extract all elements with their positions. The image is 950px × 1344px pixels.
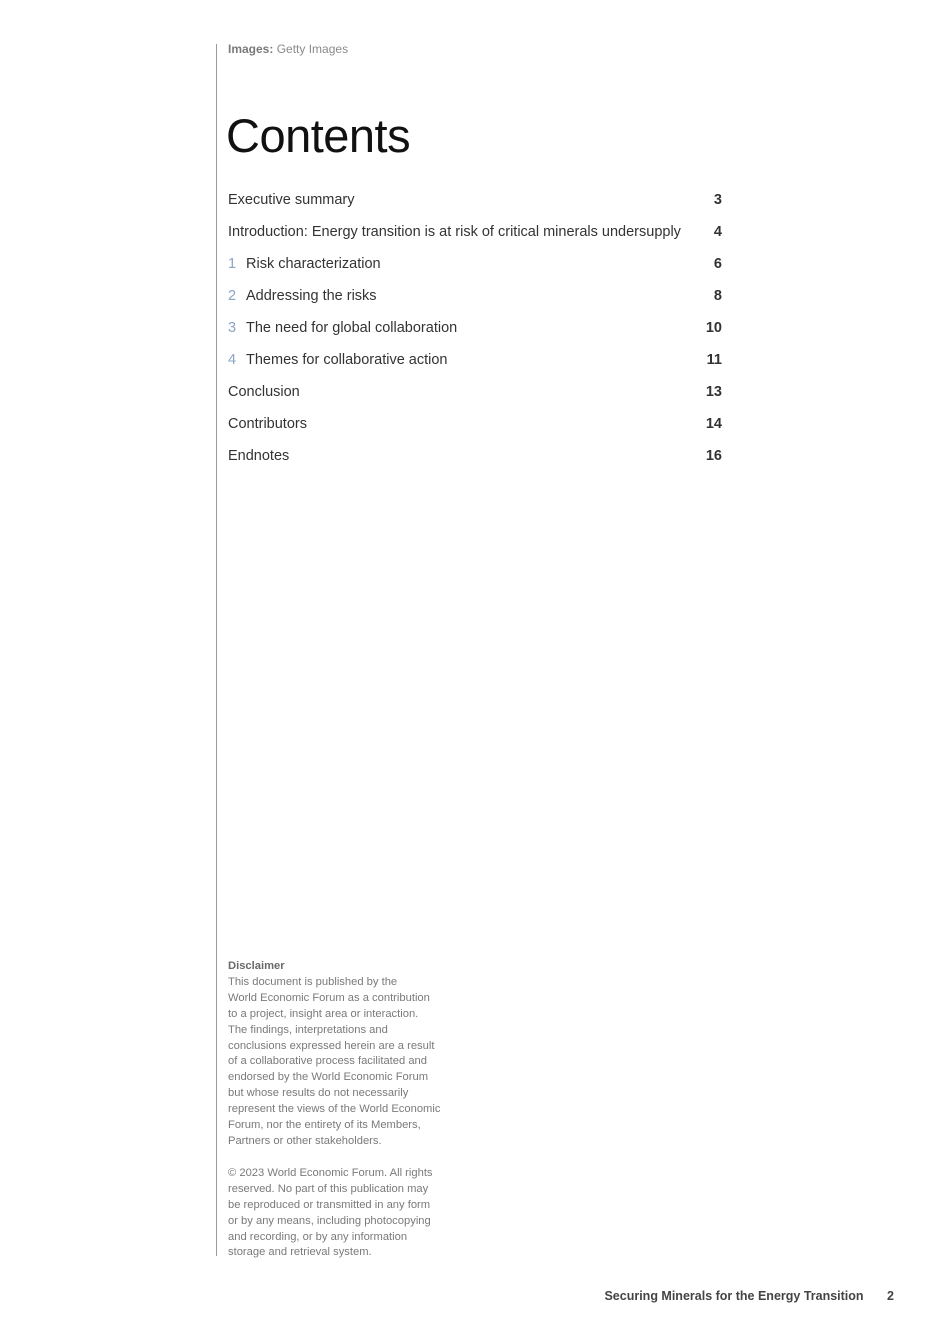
disclaimer-line: Forum, nor the entirety of its Members, xyxy=(228,1119,421,1132)
toc-item-page: 16 xyxy=(705,448,722,464)
toc-item-endnotes[interactable] xyxy=(228,440,722,472)
disclaimer-line: Partners or other stakeholders. xyxy=(228,1134,382,1147)
toc-item-label: Conclusion xyxy=(228,384,300,400)
toc-item-page: 6 xyxy=(713,256,722,272)
toc-item-number: 4 xyxy=(228,352,237,368)
toc-item-number: 1 xyxy=(228,256,237,272)
copyright-notice xyxy=(228,1166,456,1261)
copyright-line: reserved. No part of this publication may xyxy=(228,1182,429,1195)
page-footer xyxy=(604,1289,894,1303)
disclaimer-line: but whose results do not necessarily xyxy=(228,1087,409,1100)
toc-item-label: The need for global collaboration xyxy=(246,320,458,336)
copyright-line: and recording, or by any information xyxy=(228,1230,408,1243)
disclaimer-line: endorsed by the World Economic Forum xyxy=(228,1071,429,1084)
toc-item-page: 10 xyxy=(705,320,722,336)
copyright-line: be reproduced or transmitted in any form xyxy=(228,1198,431,1211)
toc-item-label: Addressing the risks xyxy=(246,288,377,304)
copyright-line: © 2023 World Economic Forum. All rights xyxy=(228,1166,433,1179)
page-title: Contents xyxy=(226,109,411,162)
table-of-contents xyxy=(228,184,722,472)
toc-item-label: Executive summary xyxy=(228,192,355,208)
toc-item-label: Risk characterization xyxy=(246,256,381,272)
toc-item-page: 11 xyxy=(706,352,722,368)
toc-item-risk-characterization[interactable] xyxy=(228,248,722,280)
toc-item-global-collaboration[interactable] xyxy=(228,312,722,344)
disclaimer-line: The findings, interpretations and xyxy=(228,1023,388,1036)
toc-item-label: Endnotes xyxy=(228,448,290,464)
footer-document-title: Securing Minerals for the Energy Transition xyxy=(604,1289,864,1303)
copyright-line: storage and retrieval system. xyxy=(228,1246,372,1259)
toc-item-introduction[interactable] xyxy=(228,216,722,248)
toc-item-number: 2 xyxy=(228,288,237,304)
toc-item-page: 8 xyxy=(713,288,722,304)
disclaimer-line: of a collaborative process facilitated and xyxy=(228,1055,428,1068)
disclaimer-text xyxy=(228,975,456,1150)
toc-item-label: Contributors xyxy=(228,416,307,432)
copyright-line: or by any means, including photocopying xyxy=(228,1214,431,1227)
toc-item-label: Introduction: Energy transition is at risk of critical minerals undersupply xyxy=(228,224,681,240)
toc-item-executive-summary[interactable] xyxy=(228,184,722,216)
disclaimer-line: World Economic Forum as a contribution xyxy=(228,991,430,1004)
toc-item-conclusion[interactable] xyxy=(228,376,722,408)
toc-item-contributors[interactable] xyxy=(228,408,722,440)
toc-item-themes-collaborative-action[interactable] xyxy=(228,344,722,376)
image-credit-label: Images: xyxy=(228,42,274,56)
toc-item-number: 3 xyxy=(228,320,237,336)
toc-item-label: Themes for collaborative action xyxy=(246,352,448,368)
image-credit xyxy=(228,42,348,56)
image-credit-value: Getty Images xyxy=(276,42,349,56)
toc-item-page: 14 xyxy=(705,416,722,432)
toc-item-page: 4 xyxy=(713,224,722,240)
disclaimer-line: conclusions expressed herein are a result xyxy=(228,1039,435,1052)
disclaimer-heading: Disclaimer xyxy=(228,960,285,972)
disclaimer-line: represent the views of the World Economic xyxy=(228,1103,441,1116)
disclaimer xyxy=(228,959,456,1261)
disclaimer-line: This document is published by the xyxy=(228,975,398,988)
margin-rule xyxy=(216,44,217,1256)
toc-item-page: 13 xyxy=(705,384,722,400)
toc-item-page: 3 xyxy=(713,192,722,208)
toc-item-addressing-the-risks[interactable] xyxy=(228,280,722,312)
disclaimer-line: to a project, insight area or interaction. xyxy=(228,1007,419,1020)
footer-page-number: 2 xyxy=(887,1289,894,1303)
